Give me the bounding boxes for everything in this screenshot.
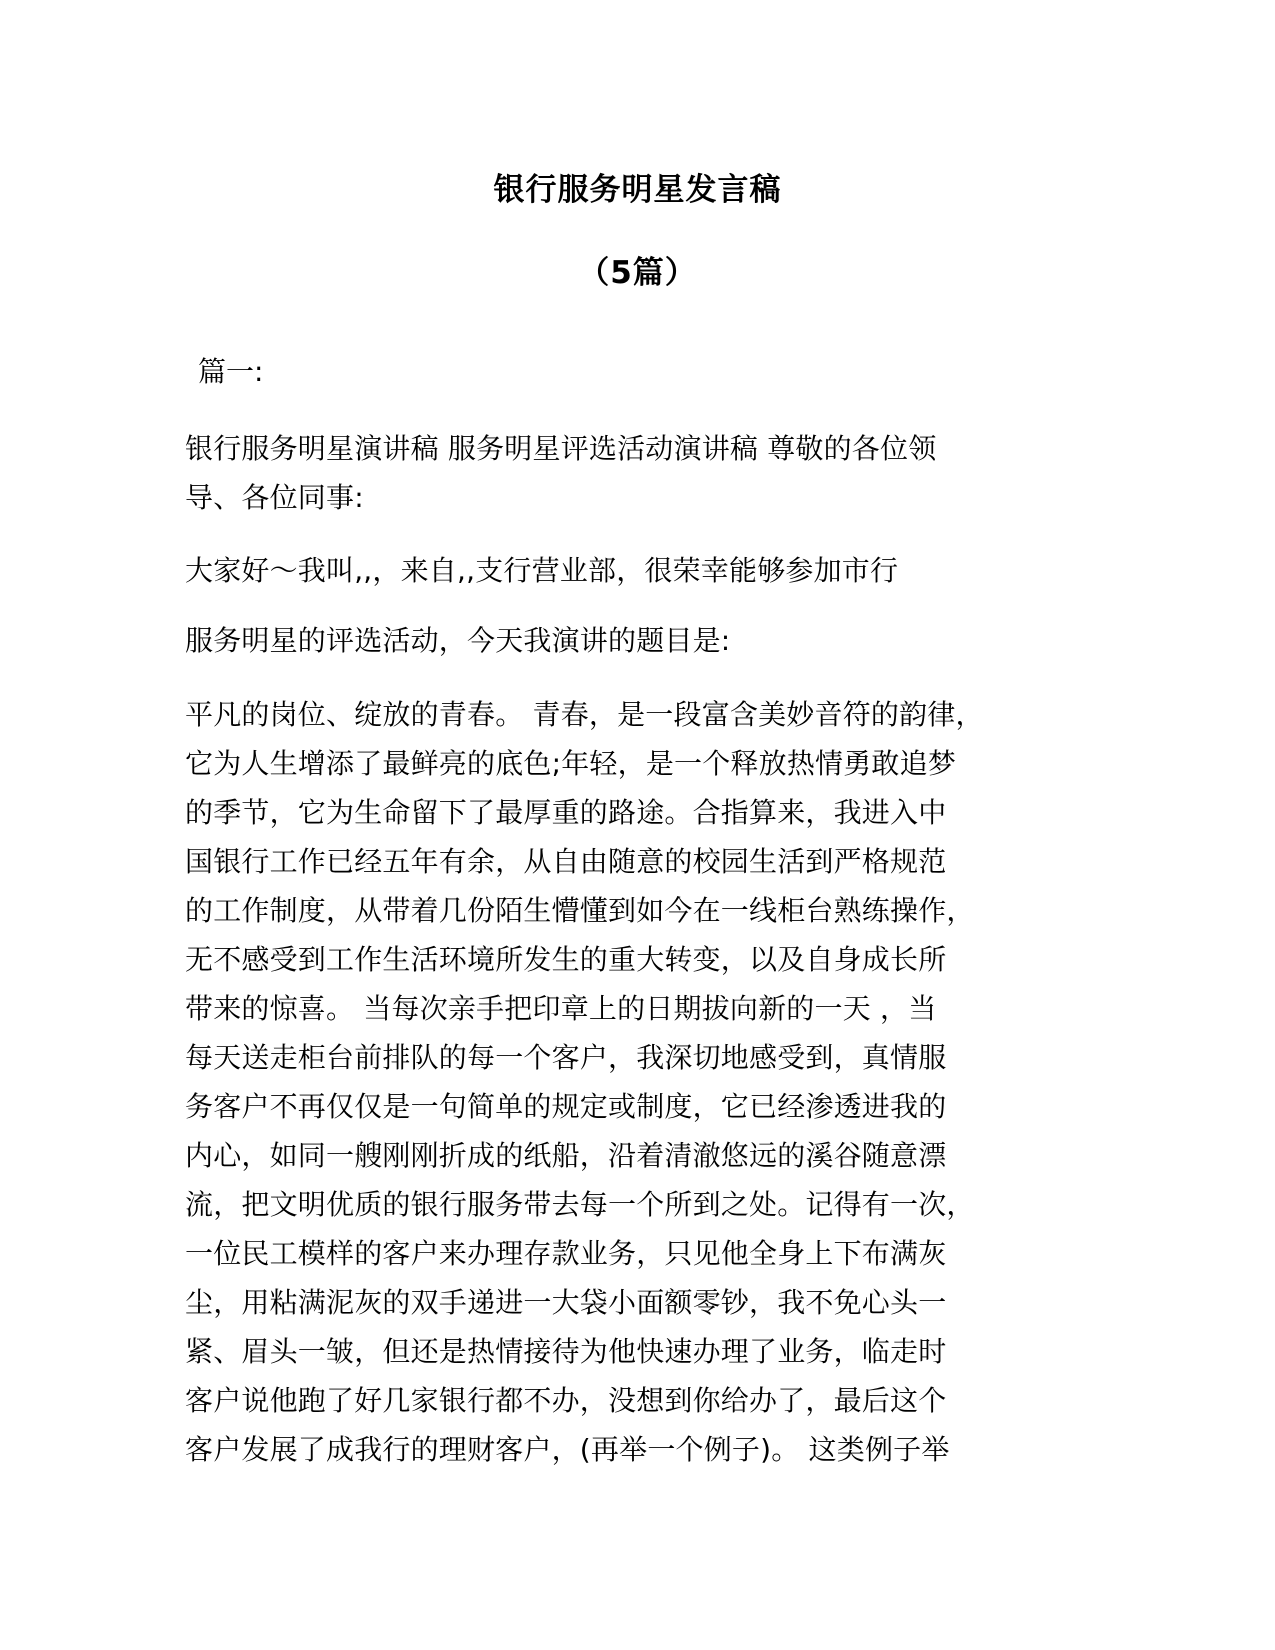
paragraph-line: 导、各位同事: (185, 481, 364, 514)
paragraph-line: 国银行工作已经五年有余，从自由随意的校园生活到严格规范 (185, 845, 947, 878)
paragraph-line: 银行服务明星演讲稿 服务明星评选活动演讲稿 尊敬的各位领 (185, 432, 937, 465)
paragraph-line: 无不感受到工作生活环境所发生的重大转变，以及自身成长所 (185, 943, 947, 976)
paragraph-line: 内心，如同一艘刚刚折成的纸船，沿着清澈悠远的溪谷随意漂 (185, 1139, 947, 1172)
paragraph-line: 一位民工模样的客户来办理存款业务，只见他全身上下布满灰 (185, 1237, 947, 1270)
paragraph-line: 流，把文明优质的银行服务带去每一个所到之处。记得有一次， (185, 1188, 975, 1221)
paragraph-line: 大家好～我叫,,，来自,,支行营业部，很荣幸能够参加市行 (185, 554, 899, 587)
paragraph-line: 每天送走柜台前排队的每一个客户，我深切地感受到，真情服 (185, 1041, 947, 1074)
paragraph-1 (185, 424, 1105, 522)
paragraph-line: 平凡的岗位、绽放的青春。 青春，是一段富含美妙音符的韵律， (185, 698, 984, 731)
paragraph-line: 务客户不再仅仅是一句简单的规定或制度，它已经渗透进我的 (185, 1090, 947, 1123)
paragraph-line: 尘，用粘满泥灰的双手递进一大袋小面额零钞，我不免心头一 (185, 1286, 947, 1319)
paragraph-line: 的季节，它为生命留下了最厚重的路途。合指算来，我进入中 (185, 796, 947, 829)
paragraph-2 (185, 546, 1105, 595)
paragraph-line: 它为人生增添了最鲜亮的底色;年轻，是一个释放热情勇敢追梦 (185, 747, 957, 780)
document-subtitle: （5篇） (578, 255, 697, 291)
paragraph-line: 紧、眉头一皱，但还是热情接待为他快速办理了业务，临走时 (185, 1335, 947, 1368)
paragraph-line: 的工作制度，从带着几份陌生懵懂到如今在一线柜台熟练操作， (185, 894, 975, 927)
paragraph-line: 服务明星的评选活动，今天我演讲的题目是: (185, 624, 731, 657)
paragraph-line: 带来的惊喜。 当每次亲手把印章上的日期拔向新的一天 ，当 (185, 992, 937, 1025)
document-title: 银行服务明星发言稿 (493, 172, 782, 208)
paragraph-line: 客户发展了成我行的理财客户，(再举一个例子)。 这类例子举 (185, 1433, 950, 1466)
paragraph-3 (185, 616, 1105, 665)
paragraph-line: 客户说他跑了好几家银行都不办，没想到你给办了，最后这个 (185, 1384, 947, 1417)
paragraph-4 (185, 690, 1105, 1474)
section-heading: 篇一: (198, 355, 264, 388)
